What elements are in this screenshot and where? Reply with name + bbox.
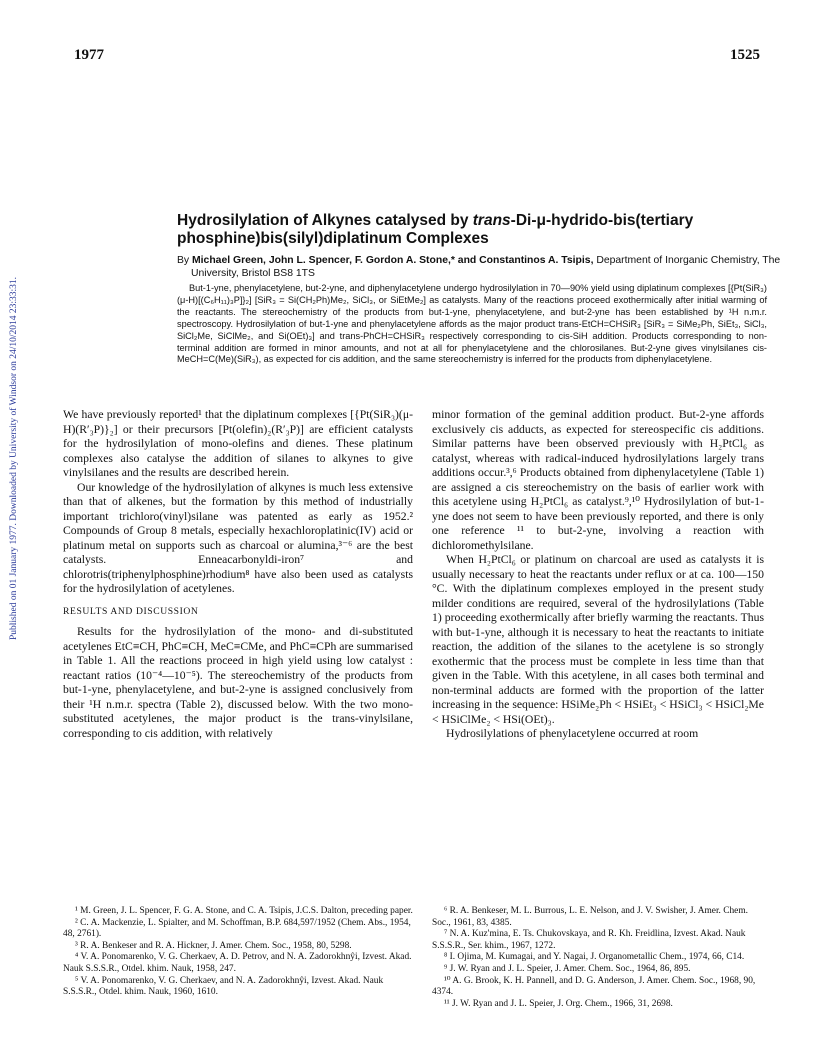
section-heading: RESULTS AND DISCUSSION <box>63 605 199 617</box>
footnote: ⁸ I. Ojima, M. Kumagai, and Y. Nagai, J. Organometallic Chem., 1974, 66, C14. <box>444 952 745 963</box>
footnote: ⁴ V. A. Ponomarenko, V. G. Cherkaev, A. D. Petrov, and N. A. Zadorokhnŷi, Izvest. Akad. Nauk S.S.S.R., Otdel. khim. Nauk, 1958, 247. <box>63 952 412 974</box>
body-paragraph: Our knowledge of the hydrosilylation of alkynes is much less extensive than that of alkenes, but the formation by this method of industrially important trichloro(vinyl)silane was patented as early as 1952.² Compounds of Group 8 metals, especially hexachloroplatinic(IV) acid or platinum metal on supports such as charcoal or alumina,³⁻⁶ are the best catalysts. Enneacarbonyldi-iron⁷ and chlorotris(triphenylphosphine)rhodium⁸ have also been used as catalysts for the hydrosilylation of acetylenes. <box>63 480 413 595</box>
author-names: Michael Green, John L. Spencer, F. Gordon A. Stone,* and Constantinos A. Tsipis, <box>192 255 594 266</box>
journal-year: 1977 <box>74 47 104 63</box>
footnote: ¹ M. Green, J. L. Spencer, F. G. A. Stone, and C. A. Tsipis, J.C.S. Dalton, preceding paper. <box>75 906 413 916</box>
footnote: ⁷ N. A. Kuz'mina, E. Ts. Chukovskaya, and R. Kh. Freidlina, Izvest. Akad. Nauk S.S.S.R., Ser. khim., 1967, 1272. <box>432 929 746 951</box>
article-title <box>177 212 767 248</box>
title-part-2: -Di-μ-hydrido-bis(tertiary phosphine)bis(silyl)diplatinum Complexes <box>177 212 694 247</box>
authors-by: By <box>177 255 193 266</box>
page-number: 1525 <box>730 47 760 63</box>
download-watermark-text: Published on 01 January 1977. Downloaded by University of Windsor on 24/10/2014 23:33:31. <box>9 276 19 640</box>
body-paragraph: Hydrosilylations of phenylacetylene occurred at room <box>446 727 699 740</box>
title-trans: trans <box>472 212 511 229</box>
body-paragraph: Results for the hydrosilylation of the mono- and di-substituted acetylenes EtC≡CH, PhC≡CH, MeC≡CMe, and PhC≡CPh are summarised in Table 1. All the reactions proceed in high yield using low catalyst : reactant ratios (10⁻⁴—10⁻⁵). The stereochemistry of the products from but-1-yne, phenylacetylene, and but-2-yne is assigned conclusively from their ¹H n.m.r. spectra (Table 2), discussed below. With the two mono-substituted acetylenes, the major product is the trans-vinylsilane, corresponding to cis addition, with relatively <box>63 625 413 740</box>
download-watermark <box>6 190 22 640</box>
author-affiliation: Department of Inorganic Chemistry, The University, Bristol BS8 1TS <box>191 255 781 279</box>
abstract: But-1-yne, phenylacetylene, but-2-yne, and diphenylacetylene undergo hydrosilylation in 70—90% yield using diplatinum complexes [{Pt(SiR₃)(μ-H)[(C₆H₁₁)₃P]}₂] [SiR₃ = Si(CH₂Ph)Me₂, SiCl₃, or SiEtMe₂] as catalysts. Many of the reactions proceed exothermically after initial warming of the reactants. The stereochemistry of the products from but-1-yne, phenylacetylene, and but-2-yne has been established by ¹H n.m.r. spectroscopy. Hydrosilylation of but-1-yne and phenylacetylene affords as the major product trans-EtCH=CHSiR₃ [SiR₃ = SiMe₂Ph, SiEt₃, SiCl₃, SiCl₂Me, SiClMe₂, and Si(OEt)₃] and trans-PhCH=CHSiR₃ respectively corresponding to cis-SiH addition. Products corresponding to non-terminal addition are formed in minor amounts, and not at all for phenylacetylene and the chlorosilanes. But-2-yne gives vinylsilanes cis-MeCH=C(Me)(SiR₃), as expected for cis addition, and the same stereochemistry is inferred for the products from diphenylacetylene. <box>177 283 767 365</box>
footnotes-right <box>432 906 764 1010</box>
footnote: ¹¹ J. W. Ryan and J. L. Speier, J. Org. Chem., 1966, 31, 2698. <box>444 998 673 1009</box>
body-paragraph: We have previously reported¹ that the diplatinum complexes [{Pt(SiR₃)(μ-H)(R′₃P)}₂] or their precursors [Pt(olefin)₂(R′₃P)] are efficient catalysts for the hydrosilylation of mono-olefins and dienes. These platinum complexes also catalyse the addition of silanes to alkynes to give vinylsilanes and the results are described herein. <box>63 408 413 479</box>
footnote: ² C. A. Mackenzie, L. Spialter, and M. Schoffman, B.P. 684,597/1952 (Chem. Abs., 1954, 48, 2761). <box>63 917 411 940</box>
footnote: ¹⁰ A. G. Brook, K. H. Pannell, and D. G. Anderson, J. Amer. Chem. Soc., 1968, 90, 4374. <box>432 975 756 998</box>
footnotes-left <box>63 906 413 999</box>
body-paragraph: When H₂PtCl₆ or platinum on charcoal are used as catalysts it is usually necessary to heat the reactants under reflux or at ca. 100—150 °C. With the diplatinum complexes employed in the present study milder conditions are required, several of the hydrosilylations (Table 1) proceeding exothermically after briefly warming the reactants. Thus with but-1-yne, although it is necessary to heat the reactants to initiate reaction, the addition of the silanes to the acetylene is so strongly exothermic that the process must be complete in less time than that given in the Table. With this acetylene, in all cases both terminal and non-terminal adducts are formed with the proportion of the latter increasing in the sequence: HSiMe₂Ph < HSiEt₃ < HSiCl₃ < HSiCl₂Me < HSiClMe₂ < HSi(OEt)₃. <box>432 553 764 726</box>
title-part-1: Hydrosilylation of Alkynes catalysed by <box>177 212 473 229</box>
author-line <box>177 254 781 280</box>
body-right-column <box>432 408 764 742</box>
body-paragraph: minor formation of the geminal addition product. But-2-yne affords exclusively cis adducts, as expected for stereospecific cis additions. Similar patterns have been observed previously with H₂PtCl₆ as catalyst, whereas with radical-induced hydrosilylations largely trans additions occur.³,⁶ Products obtained from diphenylacetylene (Table 1) are assigned a cis stereochemistry on the basis of earlier work with this acetylene using H₂PtCl₆ as catalyst.⁹,¹⁰ Hydrosilylation of but-1-yne does not seem to have been previously reported, and there is only one reference ¹¹ to but-2-yne, involving a reaction with dichloromethylsilane. <box>432 408 764 552</box>
footnote: ⁶ R. A. Benkeser, M. L. Burrous, L. E. Nelson, and J. V. Swisher, J. Amer. Chem. Soc., 1961, 83, 4385. <box>432 906 748 928</box>
footnote: ³ R. A. Benkeser and R. A. Hickner, J. Amer. Chem. Soc., 1958, 80, 5298. <box>75 940 352 951</box>
body-left-column <box>63 408 413 741</box>
footnote: ⁹ J. W. Ryan and J. L. Speier, J. Amer. Chem. Soc., 1964, 86, 895. <box>444 963 691 974</box>
footnote: ⁵ V. A. Ponomarenko, V. G. Cherkaev, and N. A. Zadorokhnŷi, Izvest. Akad. Nauk S.S.S.R., Otdel. khim. Nauk, 1960, 1610. <box>63 975 384 998</box>
